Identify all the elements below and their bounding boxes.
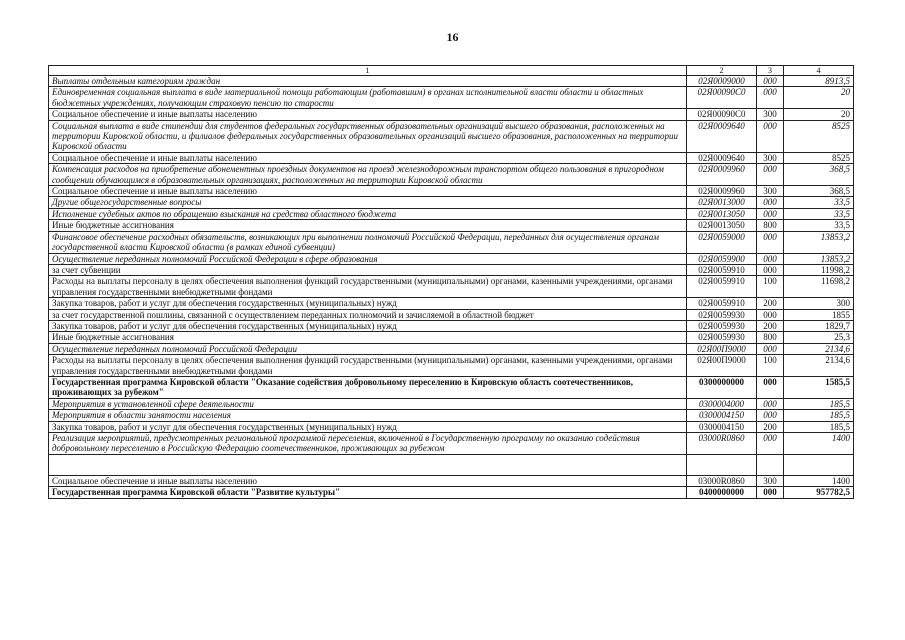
- row-amount-cell: 33,5: [784, 208, 854, 219]
- row-name-cell: Осуществление переданных полномочий Российской Федерации в сфере образования: [49, 253, 687, 264]
- row-type-cell: 800: [757, 220, 784, 231]
- row-code-cell: 02Я00П9000: [687, 343, 757, 354]
- row-name-cell: Мероприятия в области занятости населения: [49, 410, 687, 421]
- row-code-cell: 02Я0059910: [687, 276, 757, 298]
- table-row: [49, 109, 854, 120]
- row-name-cell: Выплаты отдельным категориям граждан: [49, 76, 687, 87]
- row-type-cell: 000: [757, 164, 784, 186]
- row-type-cell: 100: [757, 355, 784, 377]
- row-name-cell: Расходы на выплаты персоналу в целях обеспечения выполнения функций государственными (муниципальными) органами, казенными учреждениями, органами управления государственными внебюджетными фондами: [49, 276, 687, 298]
- row-type-cell: 000: [757, 309, 784, 320]
- row-type-cell: 000: [757, 208, 784, 219]
- table-row: [49, 76, 854, 87]
- row-amount-cell: 13853,2: [784, 253, 854, 264]
- row-amount-cell: 1829,7: [784, 320, 854, 331]
- header-amount: 4: [784, 66, 854, 76]
- row-code-cell: 02Я00090С0: [687, 109, 757, 120]
- row-amount-cell: 11698,2: [784, 276, 854, 298]
- row-code-cell: 02Я0059000: [687, 231, 757, 253]
- row-amount-cell: 20: [784, 87, 854, 109]
- row-name-cell: Социальное обеспечение и иные выплаты населению: [49, 186, 687, 197]
- row-code-cell: 02Я00П9000: [687, 355, 757, 377]
- row-type-cell: 200: [757, 320, 784, 331]
- row-name-cell: Мероприятия в установленной сфере деятельности: [49, 398, 687, 409]
- row-amount-cell: 300: [784, 298, 854, 309]
- row-type-cell: 800: [757, 332, 784, 343]
- row-amount-cell: 8525: [784, 152, 854, 163]
- row-name-cell: Социальное обеспечение и иные выплаты населению: [49, 152, 687, 163]
- row-code-cell: 02Я0059930: [687, 309, 757, 320]
- row-code-cell: 02Я0013050: [687, 208, 757, 219]
- row-amount-cell: 33,5: [784, 220, 854, 231]
- row-name-cell: Расходы на выплаты персоналу в целях обеспечения выполнения функций государственными (муниципальными) органами, казенными учреждениями, органами управления государственными внебюджетными фондами: [49, 355, 687, 377]
- row-name-cell: Компенсация расходов на приобретение абонементных проездных документов на проезд железнодорожным транспортом общего пользования в пригородном сообщении обучающимся в образовательных организациях, расположенных на территории Кировской области: [49, 164, 687, 186]
- row-type-cell: 200: [757, 421, 784, 432]
- row-name-cell: за счет государственной пошлины, связанной с осуществлением переданных полномочий и зачисляемой в областной бюджет: [49, 309, 687, 320]
- row-name-cell: Социальная выплата в виде стипендии для студентов федеральных государственных образовательных организаций высшего образования, расположенных на территории Кировской области, и филиалов федеральных государственных образовательных организаций высшего образования, расположенных на территории Кировской области: [49, 120, 687, 152]
- row-type-cell: 300: [757, 475, 784, 486]
- row-type-cell: 000: [757, 120, 784, 152]
- row-type-cell: 100: [757, 276, 784, 298]
- row-type-cell: 000: [757, 231, 784, 253]
- row-name-cell: Социальное обеспечение и иные выплаты населению: [49, 475, 687, 486]
- row-amount-cell: 185,5: [784, 398, 854, 409]
- table-row: [49, 309, 854, 320]
- row-code-cell: 02Я0009960: [687, 164, 757, 186]
- row-code-cell: 02Я0013000: [687, 197, 757, 208]
- row-type-cell: 000: [757, 433, 784, 455]
- row-amount-cell: 1400: [784, 475, 854, 486]
- row-type-cell: 000: [757, 253, 784, 264]
- row-code-cell: 03000R0860: [687, 475, 757, 486]
- row-name-cell: Другие общегосударственные вопросы: [49, 197, 687, 208]
- row-code-cell: 02Я0013050: [687, 220, 757, 231]
- table-row: [49, 421, 854, 432]
- row-name-cell: Единовременная социальная выплата в виде материальной помощи работающим (работавшим) в органах исполнительной власти области и областных бюджетных учреждениях, получающим страховую пенсию по старости: [49, 87, 687, 109]
- row-amount-cell: 2134,6: [784, 343, 854, 354]
- row-type-cell: 000: [757, 376, 784, 398]
- row-amount-cell: 1585,5: [784, 376, 854, 398]
- table-row: [49, 410, 854, 421]
- row-type-cell: 000: [757, 264, 784, 275]
- row-type-cell: 000: [757, 76, 784, 87]
- row-amount-cell: 1400: [784, 433, 854, 455]
- row-code-cell: 02Я0059910: [687, 298, 757, 309]
- row-type-cell: 200: [757, 298, 784, 309]
- row-name-cell: за счет субвенции: [49, 264, 687, 275]
- row-code-cell: 02Я0059930: [687, 320, 757, 331]
- row-type-cell: 000: [757, 410, 784, 421]
- row-code-cell: 0300004150: [687, 421, 757, 432]
- row-type-cell: 300: [757, 186, 784, 197]
- row-name-cell: Реализация мероприятий, предусмотренных региональной программой переселения, включенной в Государственную программу по оказанию содействия добровольному переселению в Российскую Федерацию соотечественников, проживающих за рубежом: [49, 433, 687, 455]
- header-name: 1: [49, 66, 687, 76]
- table-row: [49, 264, 854, 275]
- table-row: [49, 487, 854, 498]
- header-code: 2: [687, 66, 757, 76]
- table-header-row: [49, 66, 854, 76]
- row-type-cell: 000: [757, 398, 784, 409]
- table-row: [49, 332, 854, 343]
- row-code-cell: 03000R0860: [687, 433, 757, 455]
- row-amount-cell: 13853,2: [784, 231, 854, 253]
- row-code-cell: 02Я0059900: [687, 253, 757, 264]
- row-amount-cell: 25,3: [784, 332, 854, 343]
- row-type-cell: 300: [757, 152, 784, 163]
- row-amount-cell: 20: [784, 109, 854, 120]
- row-code-cell: 02Я00090С0: [687, 87, 757, 109]
- row-type-cell: 300: [757, 109, 784, 120]
- spacer-cell: [757, 454, 784, 475]
- table-spacer-row: [49, 454, 854, 475]
- row-code-cell: 02Я0009960: [687, 186, 757, 197]
- spacer-cell: [687, 454, 757, 475]
- row-amount-cell: 185,5: [784, 421, 854, 432]
- page-number: 16: [446, 30, 459, 44]
- row-name-cell: Социальное обеспечение и иные выплаты населению: [49, 109, 687, 120]
- row-amount-cell: 957782,5: [784, 487, 854, 498]
- table-row: [49, 433, 854, 455]
- row-amount-cell: 1855: [784, 309, 854, 320]
- budget-table: [48, 65, 854, 499]
- table-row: [49, 120, 854, 152]
- row-code-cell: 02Я0059930: [687, 332, 757, 343]
- row-name-cell: Осуществление переданных полномочий Российской Федерации: [49, 343, 687, 354]
- row-code-cell: 0300000000: [687, 376, 757, 398]
- spacer-cell: [784, 454, 854, 475]
- table-row: [49, 208, 854, 219]
- row-name-cell: Финансовое обеспечение расходных обязательств, возникающих при выполнении полномочий Российской Федерации, переданных для осуществления органам государственной власти Кировской области (в рамках единой субвенции): [49, 231, 687, 253]
- table-row: [49, 298, 854, 309]
- table-row: [49, 164, 854, 186]
- row-name-cell: Иные бюджетные ассигнования: [49, 332, 687, 343]
- row-code-cell: 0300004150: [687, 410, 757, 421]
- row-amount-cell: 368,5: [784, 186, 854, 197]
- header-type: 3: [757, 66, 784, 76]
- table-row: [49, 276, 854, 298]
- table-row: [49, 152, 854, 163]
- row-amount-cell: 368,5: [784, 164, 854, 186]
- table-row: [49, 475, 854, 486]
- row-code-cell: 02Я0009000: [687, 76, 757, 87]
- row-type-cell: 000: [757, 487, 784, 498]
- row-name-cell: Иные бюджетные ассигнования: [49, 220, 687, 231]
- table-row: [49, 197, 854, 208]
- table-row: [49, 398, 854, 409]
- row-code-cell: 0400000000: [687, 487, 757, 498]
- row-amount-cell: 11998,2: [784, 264, 854, 275]
- row-amount-cell: 33,5: [784, 197, 854, 208]
- row-name-cell: Государственная программа Кировской области "Оказание содействия добровольному переселению в Кировскую область соотечественников, проживающих за рубежом": [49, 376, 687, 398]
- spacer-cell: [49, 454, 687, 475]
- row-name-cell: Закупка товаров, работ и услуг для обеспечения государственных (муниципальных) нужд: [49, 320, 687, 331]
- row-name-cell: Исполнение судебных актов по обращению взыскания на средства областного бюджета: [49, 208, 687, 219]
- table-row: [49, 320, 854, 331]
- row-type-cell: 000: [757, 197, 784, 208]
- row-code-cell: 0300004000: [687, 398, 757, 409]
- row-type-cell: 000: [757, 87, 784, 109]
- table-row: [49, 253, 854, 264]
- row-amount-cell: 8913,5: [784, 76, 854, 87]
- table-row: [49, 186, 854, 197]
- table-body: [49, 76, 854, 499]
- row-amount-cell: 2134,6: [784, 355, 854, 377]
- row-name-cell: Закупка товаров, работ и услуг для обеспечения государственных (муниципальных) нужд: [49, 298, 687, 309]
- table-row: [49, 343, 854, 354]
- row-code-cell: 02Я0009640: [687, 152, 757, 163]
- table-row: [49, 220, 854, 231]
- row-code-cell: 02Я0059910: [687, 264, 757, 275]
- table-row: [49, 376, 854, 398]
- row-code-cell: 02Я0009640: [687, 120, 757, 152]
- row-amount-cell: 185,5: [784, 410, 854, 421]
- row-name-cell: Государственная программа Кировской области "Развитие культуры": [49, 487, 687, 498]
- table-row: [49, 355, 854, 377]
- row-amount-cell: 8525: [784, 120, 854, 152]
- table-row: [49, 231, 854, 253]
- table-row: [49, 87, 854, 109]
- row-type-cell: 000: [757, 343, 784, 354]
- row-name-cell: Закупка товаров, работ и услуг для обеспечения государственных (муниципальных) нужд: [49, 421, 687, 432]
